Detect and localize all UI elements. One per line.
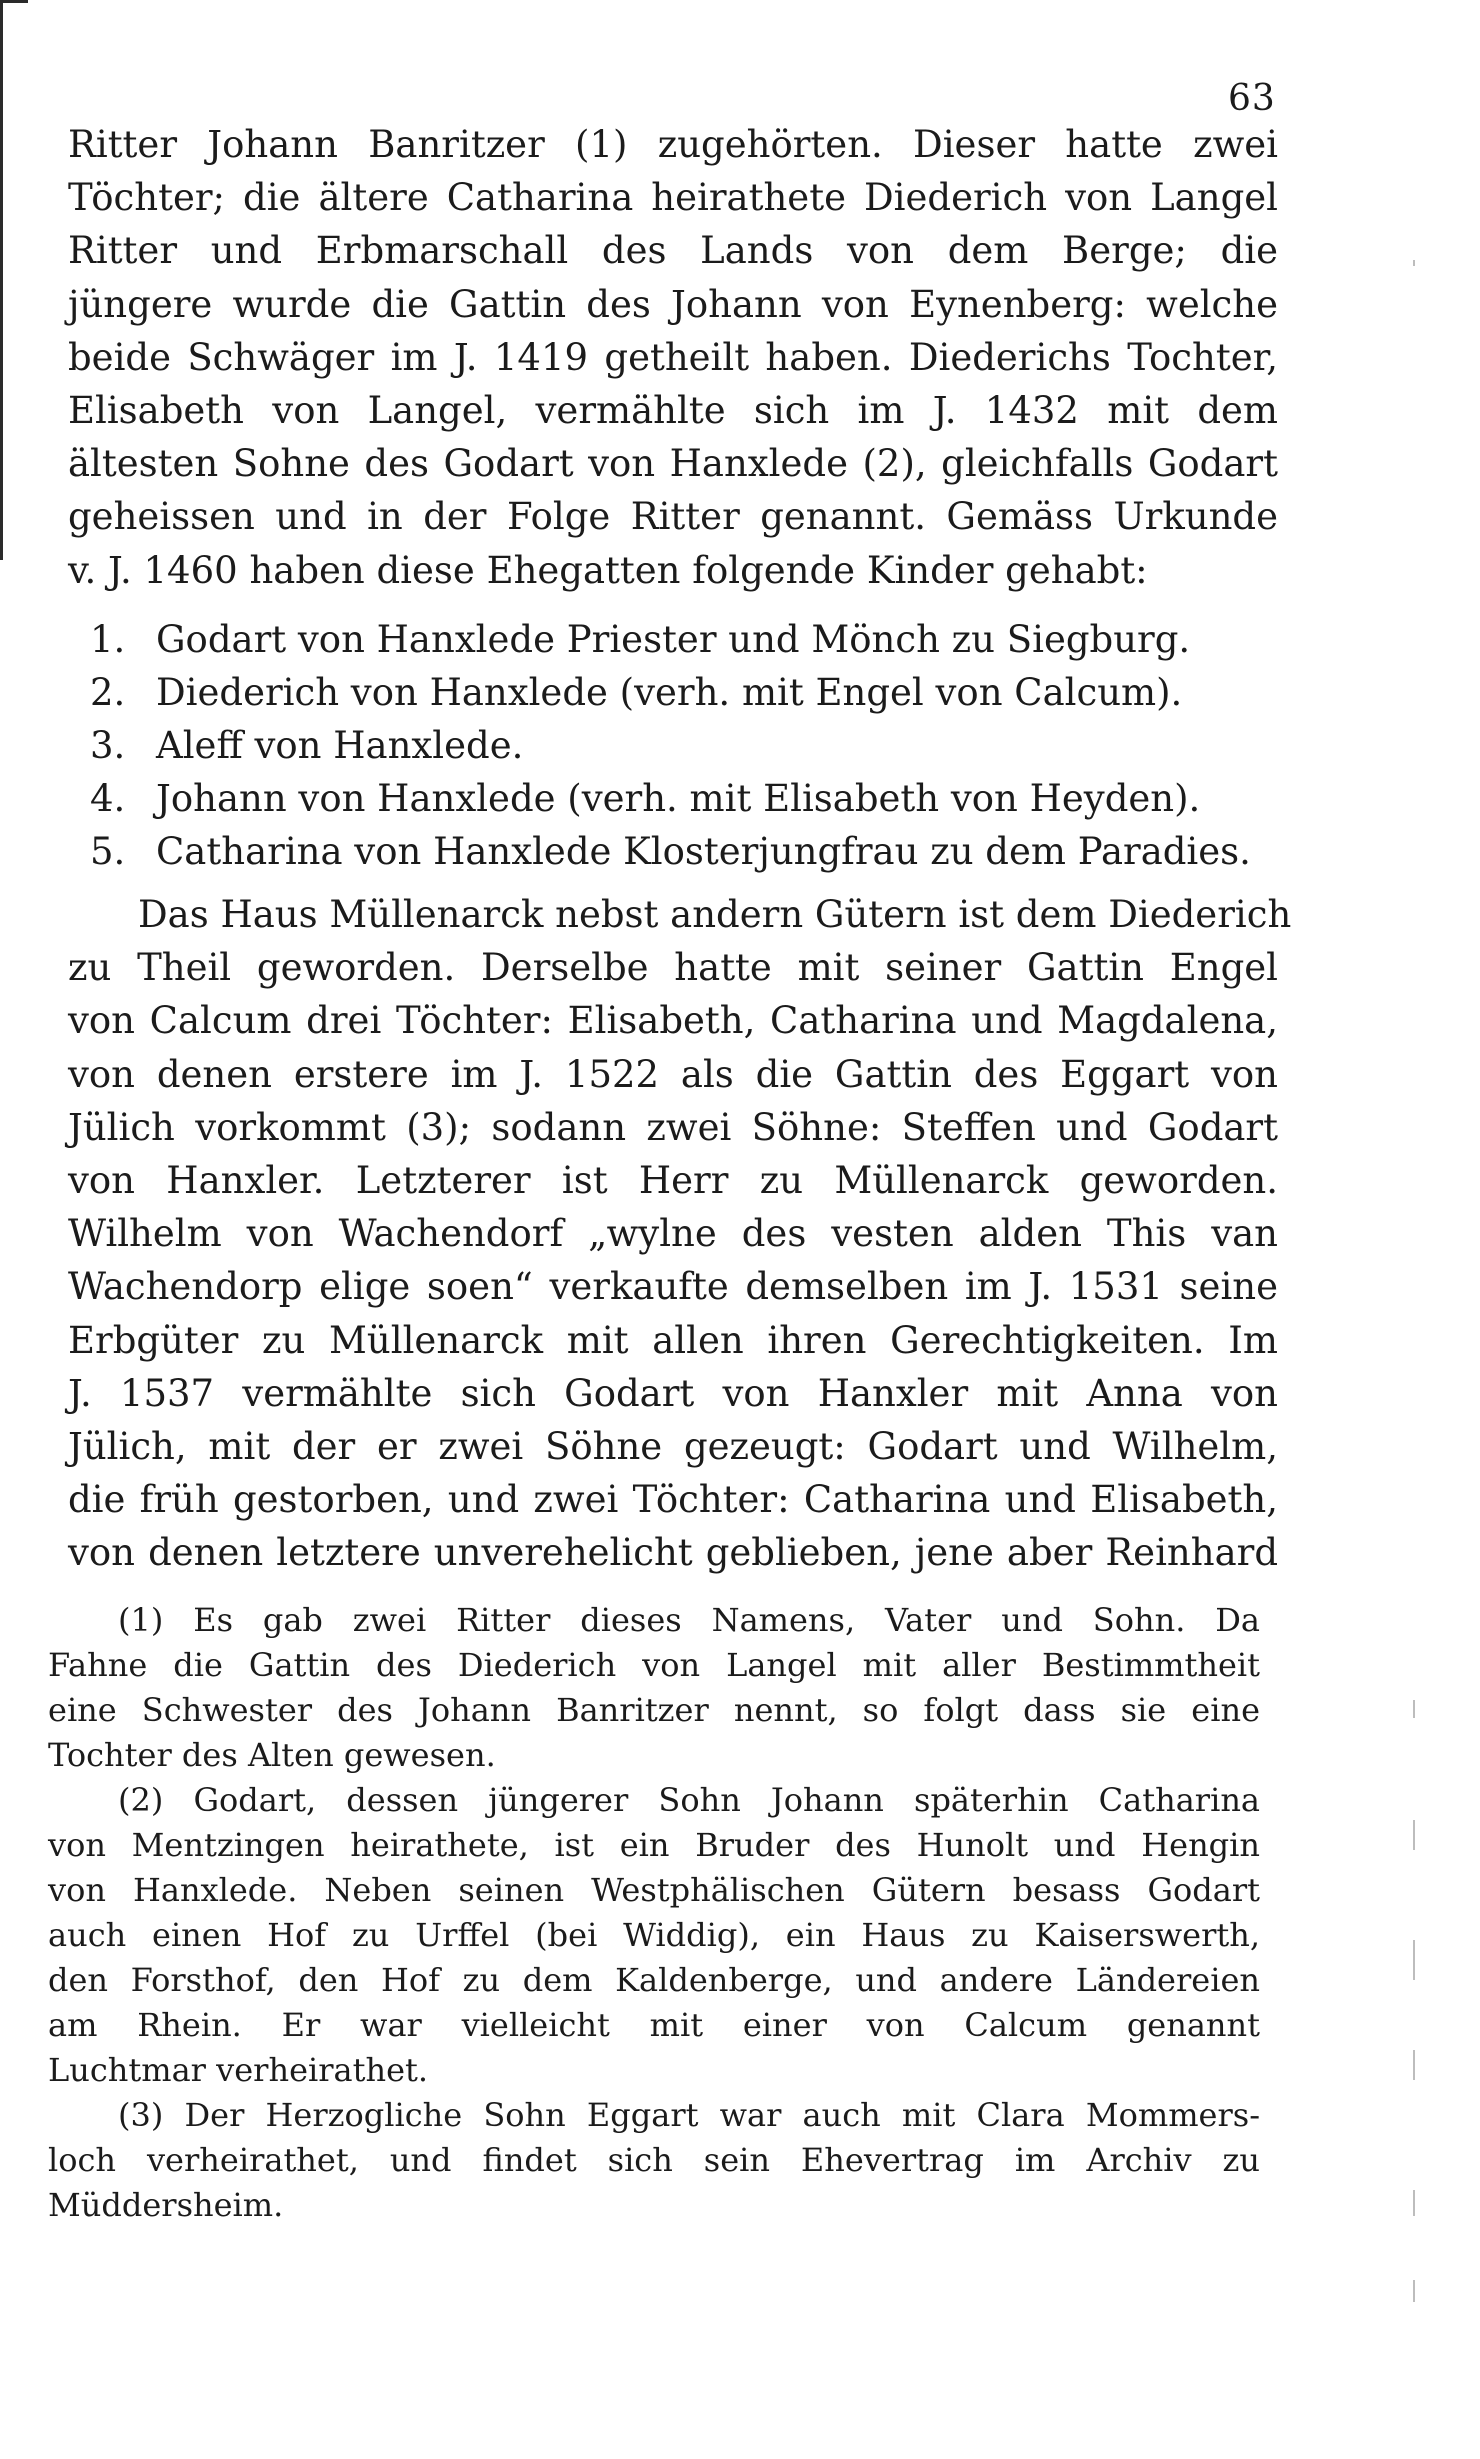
main-text-block — [68, 118, 1278, 597]
footnote-line: (3) Der Herzogliche Sohn Eggart war auch mit Clara Mommers- — [118, 2096, 1260, 2134]
page-binding-tick — [0, 0, 28, 3]
margin-scan-marks — [1405, 260, 1445, 2360]
list-item-text: Catharina von Hanxlede Klosterjungfrau zu dem Paradies. — [156, 830, 1251, 873]
footnote-line: Müddersheim. — [48, 2186, 284, 2224]
footnote-line: von Hanxlede. Neben seinen Westphälischen Gütern besass Godart — [48, 1871, 1260, 1909]
body-line: geheissen und in der Folge Ritter genannt. Gemäss Urkunde — [68, 495, 1278, 539]
scan-mark — [1413, 260, 1415, 266]
list-item-number: 5. — [90, 830, 126, 873]
body-line: beide Schwäger im J. 1419 getheilt haben. Diederichs Tochter, — [68, 335, 1278, 379]
list-item-number: 3. — [90, 724, 126, 767]
body-line: Ritter Johann Banritzer (1) zugehörten. Dieser hatte zwei — [68, 123, 1278, 166]
body-line: ältesten Sohne des Godart von Hanxlede (2), gleichfalls Godart — [68, 442, 1278, 486]
list-item-text: Johann von Hanxlede (verh. mit Elisabeth von Heyden). — [156, 777, 1201, 820]
scan-mark — [1413, 1700, 1415, 1718]
body-line: Töchter; die ältere Catharina heirathete Diederich von Langel — [68, 176, 1278, 220]
list-item-number: 4. — [90, 777, 126, 820]
footnote-line: auch einen Hof zu Urffel (bei Widdig), ein Haus zu Kaiserswerth, — [48, 1916, 1260, 1954]
body-line: J. 1537 vermählte sich Godart von Hanxler mit Anna von — [68, 1371, 1278, 1415]
body-line: Wachendorp elige soen“ verkaufte demselben im J. 1531 seine — [68, 1265, 1278, 1309]
children-list-item — [90, 618, 1190, 661]
body-line: von denen erstere im J. 1522 als die Gattin des Eggart von — [68, 1052, 1278, 1096]
scan-mark — [1413, 1940, 1415, 1980]
list-item-text: Diederich von Hanxlede (verh. mit Engel von Calcum). — [156, 671, 1183, 714]
footnote-line: Tochter des Alten gewesen. — [48, 1736, 496, 1774]
children-list-item — [90, 830, 1251, 873]
footnote-line: den Forsthof, den Hof zu dem Kaldenberge, und andere Ländereien — [48, 1961, 1260, 1999]
footnote-line: von Mentzingen heirathete, ist ein Bruder des Hunolt und Hengin — [48, 1826, 1260, 1864]
main-text-block-2 — [68, 888, 1292, 1580]
list-item-number: 1. — [90, 618, 126, 661]
scan-mark — [1413, 2280, 1415, 2302]
footnote-1 — [48, 1598, 1260, 1778]
footnote-line: am Rhein. Er war vielleicht mit einer von Calcum genannt — [48, 2006, 1260, 2044]
footnote-3 — [48, 2093, 1260, 2228]
body-line: jüngere wurde die Gattin des Johann von Eynenberg: welche — [68, 282, 1278, 326]
footnote-line: (1) Es gab zwei Ritter dieses Namens, Vater und Sohn. Da — [118, 1601, 1260, 1639]
body-line: v. J. 1460 haben diese Ehegatten folgende Kinder gehabt: — [68, 548, 1148, 592]
body-line: von denen letztere unverehelicht geblieben, jene aber Reinhard — [68, 1531, 1278, 1575]
children-list-item — [90, 671, 1182, 714]
page-number: 63 — [1228, 78, 1276, 119]
scan-mark — [1413, 2050, 1415, 2080]
body-line: Jülich vorkommt (3); sodann zwei Söhne: Steffen und Godart — [68, 1105, 1278, 1149]
body-line: Wilhelm von Wachendorf „wylne des vesten alden This van — [68, 1212, 1278, 1256]
footnote-line: loch verheirathet, und findet sich sein Ehevertrag im Archiv zu — [48, 2141, 1260, 2179]
footnote-line: eine Schwester des Johann Banritzer nennt, so folgt dass sie eine — [48, 1691, 1260, 1729]
body-line: von Calcum drei Töchter: Elisabeth, Catharina und Magdalena, — [68, 999, 1278, 1043]
body-line: Das Haus Müllenarck nebst andern Gütern ist dem Diederich — [138, 893, 1292, 936]
body-line: Jülich, mit der er zwei Söhne gezeugt: Godart und Wilhelm, — [68, 1425, 1278, 1469]
footnote-line: (2) Godart, dessen jüngerer Sohn Johann späterhin Catharina — [118, 1781, 1260, 1819]
body-line: Ritter und Erbmarschall des Lands von dem Berge; die — [68, 229, 1278, 273]
footnote-2 — [48, 1778, 1260, 2093]
list-item-number: 2. — [90, 671, 126, 714]
scan-mark — [1413, 2190, 1415, 2216]
footnote-line: Fahne die Gattin des Diederich von Langel mit aller Bestimmtheit — [48, 1646, 1260, 1684]
list-item-text: Godart von Hanxlede Priester und Mönch zu Siegburg. — [156, 618, 1191, 661]
scan-mark — [1413, 1820, 1415, 1850]
body-line: zu Theil geworden. Derselbe hatte mit seiner Gattin Engel — [68, 946, 1278, 990]
children-list-item — [90, 777, 1200, 820]
footnote-line: Luchtmar verheirathet. — [48, 2051, 429, 2089]
page-binding-edge — [0, 0, 15, 560]
children-list-item — [90, 724, 523, 767]
body-line: Erbgüter zu Müllenarck mit allen ihren Gerechtigkeiten. Im — [68, 1318, 1278, 1362]
body-line: von Hanxler. Letzterer ist Herr zu Müllenarck geworden. — [68, 1159, 1278, 1203]
body-line: die früh gestorben, und zwei Töchter: Catharina und Elisabeth, — [68, 1478, 1278, 1522]
footnotes-block — [48, 1598, 1260, 2228]
body-line: Elisabeth von Langel, vermählte sich im J. 1432 mit dem — [68, 389, 1278, 433]
list-item-text: Aleff von Hanxlede. — [156, 724, 524, 767]
